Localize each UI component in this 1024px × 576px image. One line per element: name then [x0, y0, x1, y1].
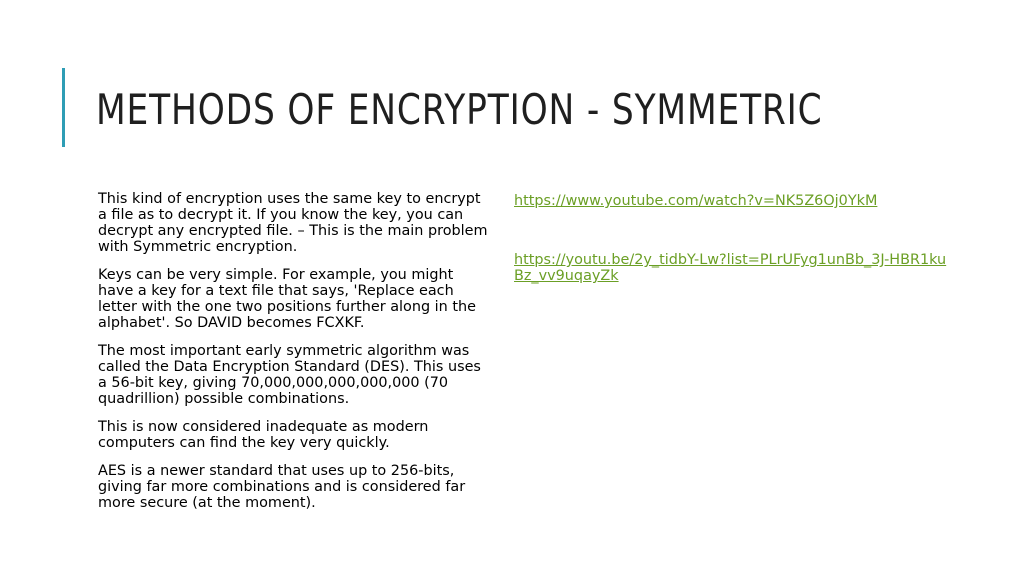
- title-accent-bar: [62, 68, 65, 147]
- youtube-link-1[interactable]: https://www.youtube.com/watch?v=NK5Z6Oj0YkM: [514, 193, 878, 209]
- slide-title: METHODS OF ENCRYPTION - SYMMETRIC: [96, 85, 823, 134]
- paragraph-inadequate: This is now considered inadequate as modern computers can find the key very quickly.: [98, 419, 429, 451]
- links-column: [514, 193, 954, 284]
- paragraph-key-example: Keys can be very simple. For example, you might have a key for a text file that says, 'Replace each letter with the one two positions further along in the alphabet'. So DAVID becomes FCXKF.: [98, 267, 476, 331]
- paragraph-aes: AES is a newer standard that uses up to 256-bits, giving far more combinations and is considered far more secure (at the moment).: [98, 463, 466, 511]
- paragraph-symmetric-definition: This kind of encryption uses the same key to encrypt a file as to decrypt it. If you know the key, you can decrypt any encrypted file. – This is the main problem with Symmetric encryption.: [98, 191, 488, 255]
- body-text-column: [98, 191, 488, 523]
- youtube-link-2[interactable]: https://youtu.be/2y_tidbY-Lw?list=PLrUFyg1unBb_3J-HBR1kuBz_vv9uqayZk: [514, 252, 947, 284]
- paragraph-des: The most important early symmetric algorithm was called the Data Encryption Standard (DES). This uses a 56-bit key, giving 70,000,000,000,000,000 (70 quadrillion) possible combinations.: [98, 343, 481, 407]
